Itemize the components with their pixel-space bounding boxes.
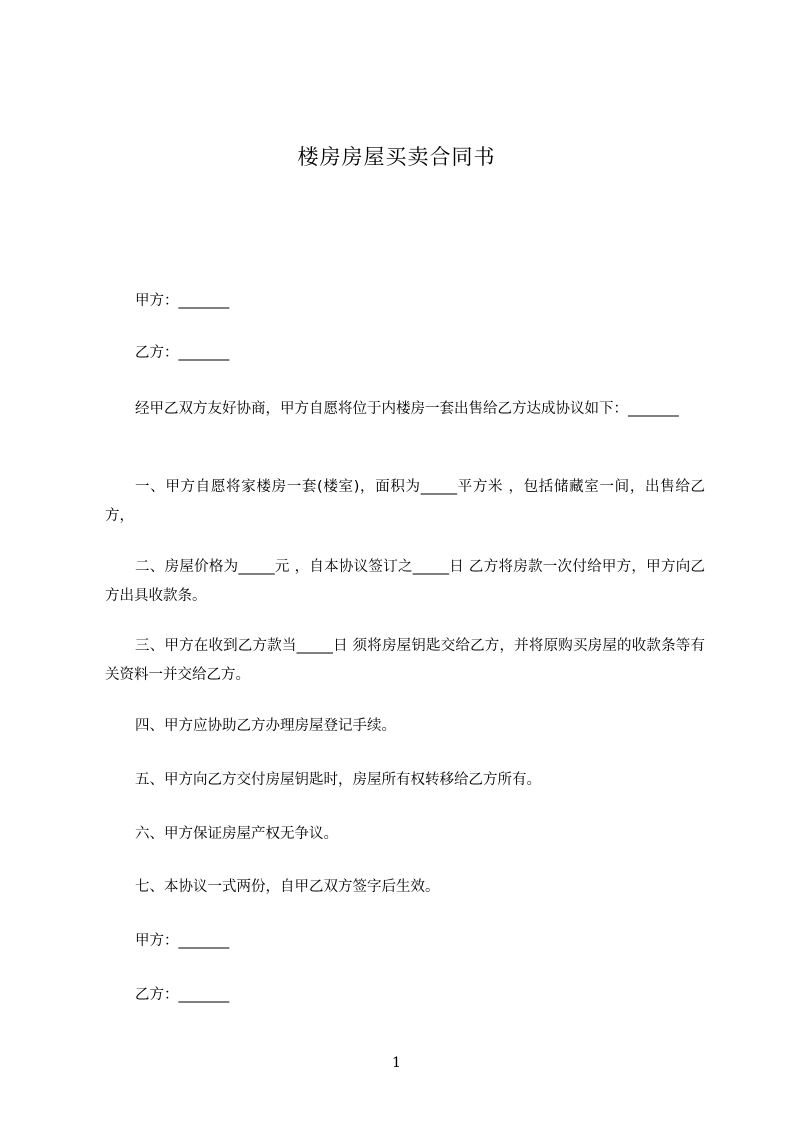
intro-paragraph: 经甲乙双方友好协商，甲方自愿将位于内楼房一套出售给乙方达成协议如下：_______ [135,401,679,417]
clause-2: 二、房屋价格为_____元 ，自本协议签订之_____日 乙方将房款一次付给甲方，甲方向乙方出具收款条。 [105,559,705,604]
party-a-line-top: 甲方：_______ [135,293,230,309]
clause-6: 六、甲方保证房屋产权无争议。 [135,826,338,842]
party-a-line-bottom: 甲方：_______ [135,933,230,949]
page-number: 1 [392,1055,401,1071]
clause-3: 三、甲方在收到乙方款当_____日 须将房屋钥匙交给乙方，并将原购买房屋的收款条等有关资料一并交给乙方。 [105,638,705,683]
document-title: 楼房房屋买卖合同书 [297,145,496,169]
clause-5: 五、甲方向乙方交付房屋钥匙时，房屋所有权转移给乙方所有。 [135,772,541,788]
party-b-line-bottom: 乙方：_______ [135,987,230,1003]
clause-1: 一、甲方自愿将家楼房一套(楼室)，面积为_____平方米 ，包括储藏室一间，出售给乙方， [105,479,705,524]
clause-7: 七、本协议一式两份，自甲乙双方签字后生效。 [135,879,440,895]
party-b-line-top: 乙方：_______ [135,345,230,361]
clause-4: 四、甲方应协助乙方办理房屋登记手续。 [135,718,396,734]
